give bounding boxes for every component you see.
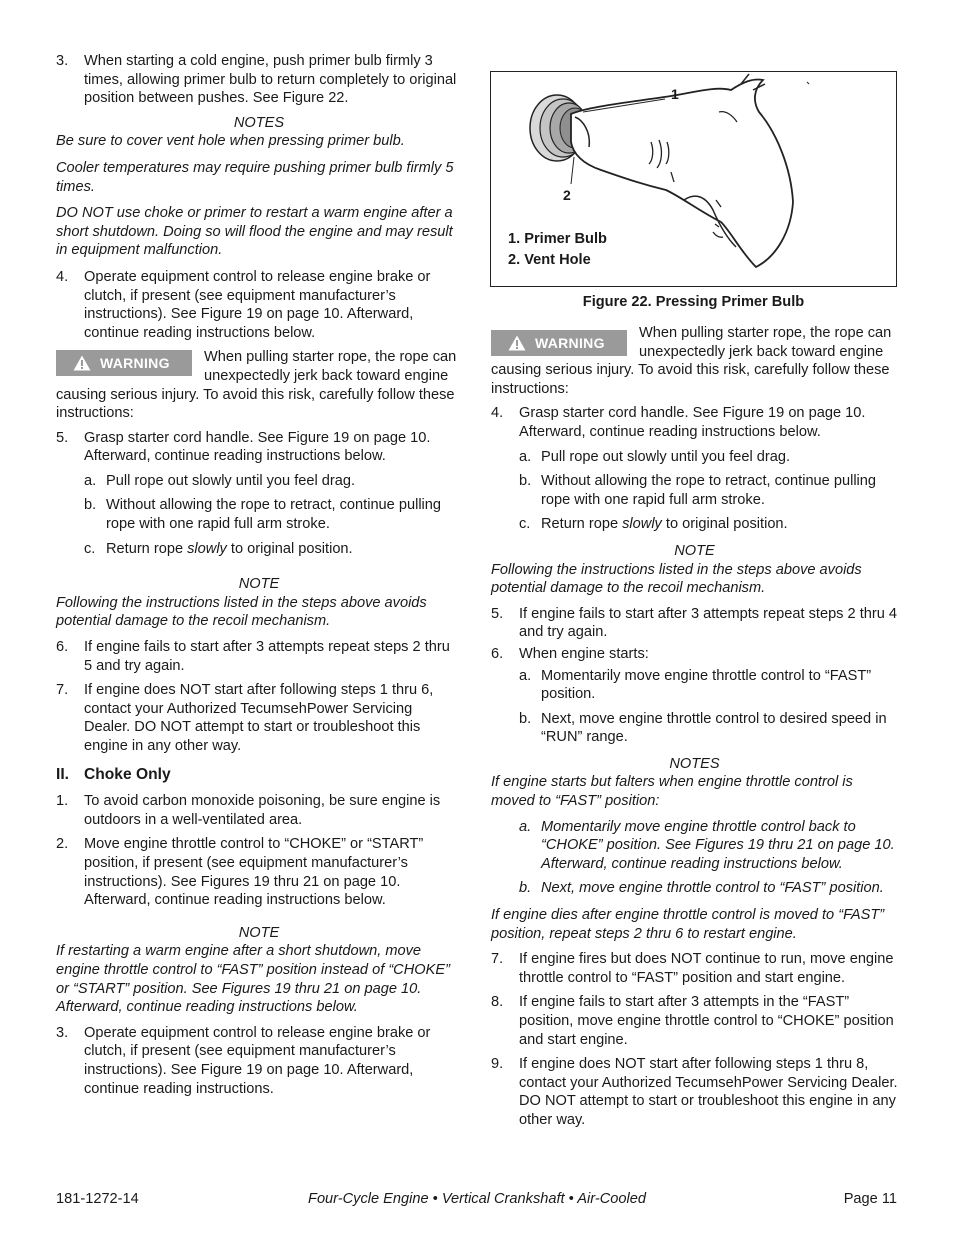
notes-title: NOTES bbox=[233, 114, 285, 131]
step-text: When engine starts: bbox=[519, 645, 649, 662]
sub-step-text: Without allowing the rope to retract, continue pulling rope with one rapid full arm stroke. bbox=[106, 497, 442, 533]
step-item bbox=[56, 792, 462, 829]
callout-2: 2 bbox=[563, 187, 571, 203]
sub-step-item bbox=[491, 472, 898, 509]
sub-step-text: Momentarily move engine throttle control to “FAST” position. bbox=[541, 667, 872, 703]
note-title: NOTE bbox=[238, 576, 280, 593]
sub-step-text: Pull rope out slowly until you feel drag. bbox=[106, 472, 356, 489]
legend-item-vent-hole: 2. Vent Hole bbox=[508, 252, 591, 268]
text-run: Return rope bbox=[106, 540, 188, 557]
warning-label: WARNING bbox=[535, 335, 605, 351]
step-text: If engine fails to start after 3 attempts in the “FAST” position, move engine throttle control to “CHOKE” position and start engine. bbox=[519, 994, 894, 1048]
step-number: 4. bbox=[56, 268, 69, 285]
sub-step-item bbox=[491, 515, 898, 534]
right-column bbox=[491, 324, 898, 1136]
step-item bbox=[56, 835, 462, 909]
sub-step-item bbox=[491, 448, 898, 467]
step-number: 2. bbox=[56, 836, 69, 853]
sub-step-letter: a. bbox=[519, 448, 532, 465]
step-item bbox=[56, 52, 462, 108]
step-number: 7. bbox=[56, 682, 69, 699]
step-item bbox=[491, 950, 898, 987]
note-text: If engine dies after engine throttle control is moved to “FAST” position, repeat steps 2 thru 6 to restart engine. bbox=[491, 907, 885, 942]
step-text: To avoid carbon monoxide poisoning, be sure engine is outdoors in a well-ventilated area. bbox=[84, 793, 441, 828]
footer-title: Four-Cycle Engine • Vertical Crankshaft • Air-Cooled bbox=[308, 1191, 646, 1207]
footer-page-number: Page 11 bbox=[843, 1191, 897, 1207]
sub-step-item bbox=[491, 879, 898, 898]
notes-title: NOTES bbox=[669, 755, 720, 772]
warning-badge bbox=[491, 330, 627, 356]
sub-step-text: Next, move engine throttle control to desired speed in “RUN” range. bbox=[541, 710, 887, 746]
sub-step-letter: b. bbox=[519, 473, 532, 490]
figure-22 bbox=[490, 71, 897, 287]
step-item bbox=[491, 1055, 898, 1129]
step-item bbox=[56, 429, 462, 466]
sub-step-item bbox=[56, 540, 462, 559]
sub-step-text: Momentarily move engine throttle control back to “CHOKE” position. See Figures 19 thru 21 on page 10. Afterward, continue reading instructions below. bbox=[541, 818, 895, 872]
note-text: Cooler temperatures may require pushing primer bulb firmly 5 times. bbox=[56, 159, 454, 195]
step-number: 3. bbox=[56, 1024, 69, 1041]
section-title: Choke Only bbox=[84, 765, 171, 783]
step-text: If engine fails to start after 3 attempts repeat steps 2 thru 5 and try again. bbox=[84, 639, 450, 674]
warning-block bbox=[56, 348, 462, 422]
emphasis-text: slowly bbox=[622, 516, 662, 533]
note-text: If restarting a warm engine after a short shutdown, move engine throttle control to “FAST” position instead of “CHOKE” or “START” position. See Figures 19 thru 21 on page 10. Afterward, continue reading instructions below. bbox=[56, 943, 450, 1016]
sub-step-text: Without allowing the rope to retract, continue pulling rope with one rapid full arm stroke. bbox=[541, 473, 877, 508]
sub-step-text bbox=[106, 540, 462, 559]
section-heading bbox=[56, 766, 462, 785]
step-text: Move engine throttle control to “CHOKE” or “START” position, if present (see equipment manufacturer’s instructions). See Figures 19 thru 21 on page 10. Afterward, continue reading instructions below. bbox=[84, 836, 424, 909]
sub-step-text: Pull rope out slowly until you feel drag. bbox=[541, 448, 791, 465]
sub-step-item bbox=[491, 710, 898, 747]
warning-label: WARNING bbox=[100, 355, 170, 372]
step-text: If engine fails to start after 3 attempts repeat steps 2 thru 4 and try again. bbox=[519, 605, 898, 641]
step-item bbox=[491, 404, 898, 441]
step-text: Grasp starter cord handle. See Figure 19 on page 10. Afterward, continue reading instructions below. bbox=[519, 405, 866, 440]
sub-step-letter: a. bbox=[84, 472, 97, 489]
step-number: 6. bbox=[56, 639, 69, 656]
note-text: If engine starts but falters when engine throttle control is moved to “FAST” position: bbox=[491, 774, 853, 810]
step-text: If engine fires but does NOT continue to run, move engine throttle control to “FAST” position and start engine. bbox=[519, 951, 894, 986]
step-text: Operate equipment control to release engine brake or clutch, if present (see equipment manufacturer’s instructions). See Figure 19 on page 10. Afterward, continue reading instructions below. bbox=[84, 268, 431, 341]
step-number: 5. bbox=[491, 605, 504, 622]
sub-step-letter: c. bbox=[84, 540, 96, 557]
step-item bbox=[491, 645, 898, 664]
legend-item-primer-bulb: 1. Primer Bulb bbox=[508, 231, 607, 247]
note-title: NOTE bbox=[238, 924, 280, 941]
step-text: If engine does NOT start after following steps 1 thru 6, contact your Authorized TecumsehPower Servicing Dealer. DO NOT attempt to start or troubleshoot this engine in any other way. bbox=[84, 682, 434, 754]
step-number: 5. bbox=[56, 429, 69, 446]
step-number: 7. bbox=[491, 951, 504, 968]
warning-triangle-icon bbox=[73, 355, 91, 371]
sub-step-letter: c. bbox=[519, 516, 531, 533]
step-number: 3. bbox=[56, 53, 69, 69]
callout-1: 1 bbox=[671, 86, 679, 102]
step-text: When starting a cold engine, push primer bulb firmly 3 times, allowing primer bulb to return completely to original position between pushes. See Figure 22. bbox=[84, 53, 457, 107]
sub-step-letter: b. bbox=[519, 710, 532, 727]
note-title: NOTE bbox=[674, 542, 715, 559]
note-text: DO NOT use choke or primer to restart a warm engine after a short shutdown. Doing so will flood the engine and may result in equipment malfunction. bbox=[56, 205, 453, 259]
step-item bbox=[491, 993, 898, 1049]
text-run: Return rope bbox=[541, 516, 623, 533]
sub-step-letter: b. bbox=[519, 880, 532, 897]
section-number: II. bbox=[56, 765, 69, 783]
warning-triangle-icon bbox=[508, 335, 526, 351]
text-run: to original position. bbox=[661, 516, 788, 533]
figure-legend bbox=[508, 229, 607, 271]
footer-doc-number: 181-1272-14 bbox=[56, 1191, 139, 1207]
step-item bbox=[491, 605, 898, 642]
step-item bbox=[56, 681, 462, 755]
sub-step-item bbox=[491, 818, 898, 874]
warning-text: When pulling starter rope, the rope can unexpectedly jerk back toward engine causing serious injury. To avoid this risk, carefully follow these instructions: bbox=[56, 349, 457, 422]
step-number: 8. bbox=[491, 994, 504, 1011]
sub-step-text bbox=[541, 515, 898, 534]
step-text: Operate equipment control to release engine brake or clutch, if present (see equipment manufacturer’s instructions). See Figure 19 on page 10. Afterward, continue reading instructions. bbox=[84, 1024, 431, 1097]
text-run: to original position. bbox=[226, 540, 353, 557]
step-text: Grasp starter cord handle. See Figure 19 on page 10. Afterward, continue reading instructions below. bbox=[84, 429, 431, 465]
sub-step-item bbox=[56, 472, 462, 491]
sub-step-letter: b. bbox=[84, 497, 97, 514]
sub-step-letter: a. bbox=[519, 818, 532, 835]
sub-step-item bbox=[491, 667, 898, 704]
note-text: Be sure to cover vent hole when pressing primer bulb. bbox=[56, 133, 405, 150]
emphasis-text: slowly bbox=[187, 540, 227, 557]
step-number: 9. bbox=[491, 1056, 504, 1073]
note-text: Following the instructions listed in the steps above avoids potential damage to the recoil mechanism. bbox=[56, 594, 427, 630]
sub-step-item bbox=[56, 496, 462, 533]
step-item bbox=[56, 268, 462, 342]
step-item bbox=[56, 638, 462, 675]
warning-text: When pulling starter rope, the rope can unexpectedly jerk back toward engine causing serious injury. To avoid this risk, carefully follow these instructions: bbox=[491, 325, 892, 397]
figure-caption: Figure 22. Pressing Primer Bulb bbox=[582, 294, 805, 310]
left-column bbox=[56, 52, 462, 1104]
step-item bbox=[56, 1024, 462, 1098]
warning-badge bbox=[56, 350, 192, 376]
warning-block bbox=[491, 324, 898, 398]
step-number: 4. bbox=[491, 405, 504, 422]
step-number: 1. bbox=[56, 793, 69, 810]
sub-step-text: Next, move engine throttle control to “FAST” position. bbox=[541, 880, 884, 897]
step-text: If engine does NOT start after following steps 1 thru 8, contact your Authorized TecumsehPower Servicing Dealer. DO NOT attempt to start or troubleshoot this engine in any other way. bbox=[519, 1056, 898, 1128]
sub-step-letter: a. bbox=[519, 667, 532, 684]
step-number: 6. bbox=[491, 645, 504, 662]
note-text: Following the instructions listed in the steps above avoids potential damage to the recoil mechanism. bbox=[491, 561, 862, 597]
